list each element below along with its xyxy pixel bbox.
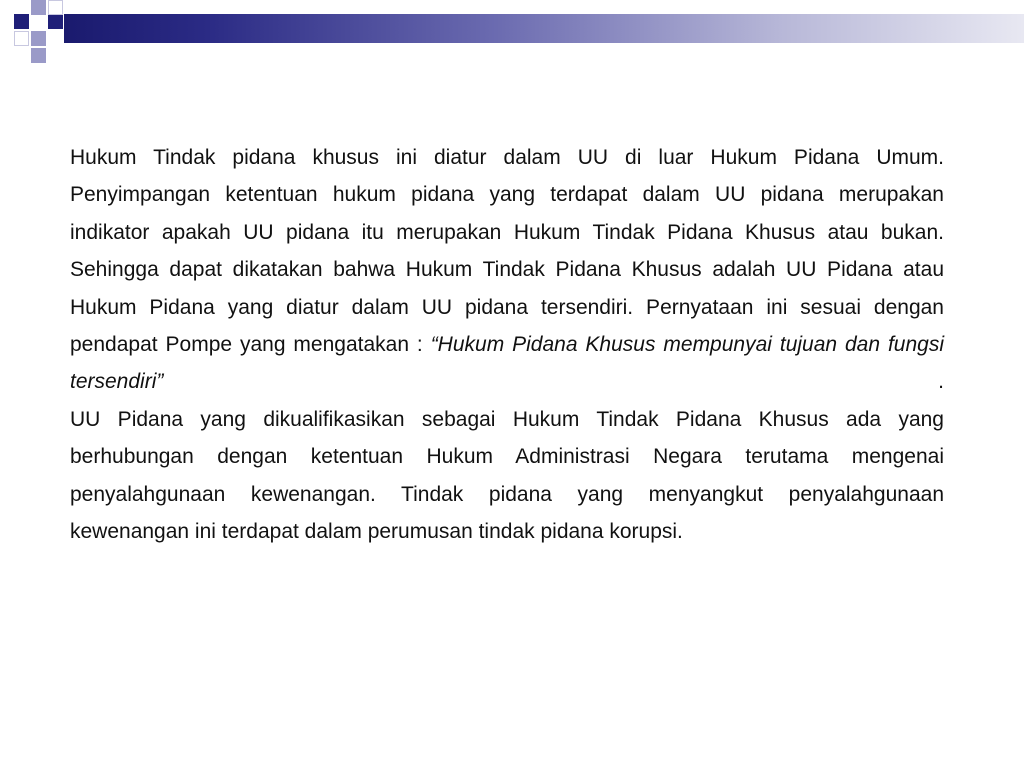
paragraph-2: UU Pidana yang dikualifikasikan sebagai Hukum Tindak Pidana Khusus ada yang berhubungan dengan ketentuan Hukum Administrasi Negara terutama mengenai penyalahgunaan kewenangan. Tindak pidana yang menyangkut penyalahgunaan kewenangan ini terdapat dalam perumusan tindak pidana korupsi. (70, 407, 944, 544)
header-gradient-bar (64, 14, 1024, 43)
decor-square (48, 0, 63, 15)
decor-square (31, 31, 46, 46)
pompe-quote: “Hukum Pidana Khusus mempunyai tujuan dan fungsi tersendiri” (70, 333, 944, 394)
body-text (70, 139, 944, 550)
decor-square (48, 14, 63, 29)
decor-square (14, 31, 29, 46)
decor-square (31, 48, 46, 63)
decor-square (31, 0, 46, 15)
paragraph-1 (70, 139, 944, 401)
decor-square (14, 14, 29, 29)
paragraph-1-end: . (163, 370, 944, 394)
paragraph-1-main: Hukum Tindak pidana khusus ini diatur dalam UU di luar Hukum Pidana Umum. Penyimpangan ketentuan hukum pidana yang terdapat dalam UU pidana merupakan indikator apakah UU pidana itu merupakan Hukum Tindak Pidana Khusus atau bukan. Sehingga dapat dikatakan bahwa Hukum Tindak Pidana Khusus adalah UU Pidana atau Hukum Pidana yang diatur dalam UU pidana tersendiri. Pernyataan ini sesuai dengan pendapat Pompe yang mengatakan : (70, 146, 944, 357)
